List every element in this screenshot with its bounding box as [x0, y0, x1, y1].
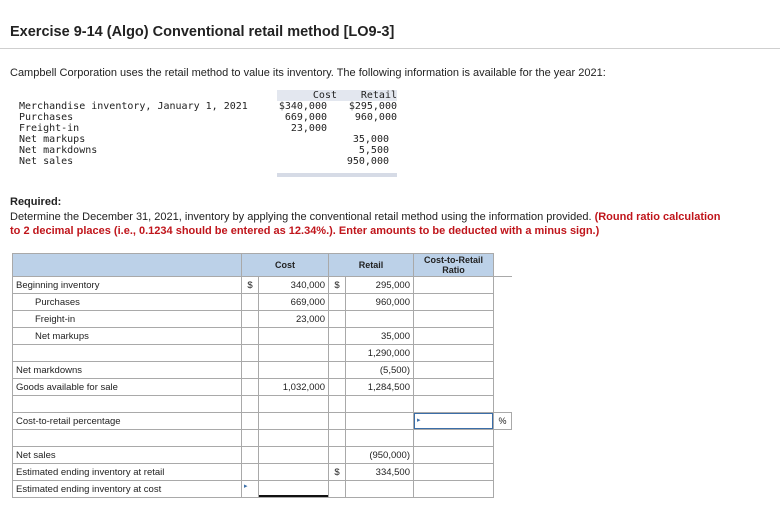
cost-symbol	[242, 379, 259, 396]
row-label: Purchases	[13, 294, 242, 311]
row-label: Cost-to-retail percentage	[13, 413, 242, 430]
ratio-cell	[414, 328, 494, 345]
pct-blank	[494, 396, 512, 413]
row-label: Net markups	[13, 328, 242, 345]
table-row	[13, 481, 512, 498]
table-row	[13, 430, 512, 447]
header-blank	[13, 254, 242, 277]
row-label: Estimated ending inventory at retail	[13, 464, 242, 481]
row-label	[13, 430, 242, 447]
table-row	[13, 345, 512, 362]
percent-sign: %	[494, 413, 512, 430]
retail-symbol	[329, 328, 346, 345]
given-label: Net markups	[19, 134, 86, 145]
retail-symbol	[329, 413, 346, 430]
input-caret-icon: ▸	[417, 417, 421, 424]
row-label: Goods available for sale	[13, 379, 242, 396]
cost-value	[259, 396, 329, 413]
row-label: Net markdowns	[13, 362, 242, 379]
given-label: Freight-in	[19, 123, 80, 134]
given-retail: 35,000	[352, 134, 389, 145]
cost-symbol	[242, 430, 259, 447]
retail-value: 1,290,000	[346, 345, 414, 362]
retail-value	[346, 396, 414, 413]
pct-blank	[494, 481, 512, 498]
table-row	[13, 464, 512, 481]
pct-blank	[494, 430, 512, 447]
cost-value	[259, 345, 329, 362]
cost-symbol	[242, 345, 259, 362]
ratio-cell	[414, 396, 494, 413]
ratio-cell	[414, 345, 494, 362]
row-label	[13, 345, 242, 362]
table-row	[13, 362, 512, 379]
given-label: Net markdowns	[19, 145, 98, 156]
cost-value: 340,000	[259, 277, 329, 294]
page-title: Exercise 9-14 (Algo) Conventional retail method [LO9-3]	[10, 24, 395, 40]
table-row	[13, 396, 512, 413]
retail-symbol: $	[329, 464, 346, 481]
retail-symbol	[329, 311, 346, 328]
cost-value: 23,000	[259, 311, 329, 328]
retail-value	[346, 311, 414, 328]
header-cost: Cost	[242, 254, 329, 277]
worksheet-table	[12, 253, 512, 498]
retail-value: (950,000)	[346, 447, 414, 464]
retail-symbol	[329, 379, 346, 396]
given-retail: 960,000	[354, 112, 397, 123]
pct-blank	[494, 379, 512, 396]
row-label	[13, 396, 242, 413]
cost-value	[259, 464, 329, 481]
cost-symbol	[242, 294, 259, 311]
header-pct-blank	[494, 254, 512, 277]
ratio-cell	[414, 447, 494, 464]
cost-symbol	[242, 396, 259, 413]
given-bottom-bar	[277, 173, 397, 177]
pct-blank	[494, 362, 512, 379]
pct-blank	[494, 345, 512, 362]
retail-value: 295,000	[346, 277, 414, 294]
table-row	[13, 447, 512, 464]
given-cost: 23,000	[290, 123, 327, 134]
cost-value	[259, 430, 329, 447]
given-label: Purchases	[19, 112, 74, 123]
retail-symbol: $	[329, 277, 346, 294]
cost-to-retail-ratio-input[interactable]	[414, 413, 493, 429]
row-label: Estimated ending inventory at cost	[13, 481, 242, 498]
cost-value	[259, 413, 329, 430]
table-row	[13, 328, 512, 345]
row-label: Net sales	[13, 447, 242, 464]
row-label: Beginning inventory	[13, 277, 242, 294]
table-row	[13, 413, 512, 430]
given-label: Merchandise inventory, January 1, 2021	[19, 101, 248, 112]
pct-blank	[494, 328, 512, 345]
row-label: Freight-in	[13, 311, 242, 328]
intro-text: Campbell Corporation uses the retail method to value its inventory. The following information is available for the year 2021:	[10, 67, 606, 79]
table-row	[13, 294, 512, 311]
cost-symbol	[242, 362, 259, 379]
cost-symbol: $	[242, 277, 259, 294]
given-col-retail: Retail	[360, 90, 397, 101]
ratio-cell	[414, 430, 494, 447]
table-row	[13, 379, 512, 396]
required-note: (Round ratio calculation to 2 decimal places (i.e., 0.1234 should be entered as 12.34%.). Enter amounts to be deducted with a minus sign.)	[10, 211, 721, 237]
cost-value: 1,032,000	[259, 379, 329, 396]
retail-symbol	[329, 447, 346, 464]
retail-symbol	[329, 345, 346, 362]
retail-value: 35,000	[346, 328, 414, 345]
title-divider	[0, 48, 780, 49]
retail-value	[346, 413, 414, 430]
table-row	[13, 311, 512, 328]
ratio-cell	[414, 362, 494, 379]
ratio-cell	[414, 311, 494, 328]
retail-value	[346, 430, 414, 447]
cost-symbol	[242, 413, 259, 430]
header-ratio: Cost-to-Retail Ratio	[414, 254, 494, 277]
given-retail: 950,000	[346, 156, 389, 167]
pct-blank	[494, 464, 512, 481]
given-data-block	[19, 90, 397, 176]
pct-blank	[494, 447, 512, 464]
retail-symbol	[329, 396, 346, 413]
cost-symbol	[242, 311, 259, 328]
ending-inventory-cost-input-cell[interactable]	[259, 481, 329, 498]
pct-blank	[494, 311, 512, 328]
given-retail: $295,000	[348, 101, 397, 112]
cost-symbol	[242, 464, 259, 481]
required-label: Required:	[10, 196, 62, 208]
cost-value: 669,000	[259, 294, 329, 311]
ratio-cell	[414, 379, 494, 396]
given-col-cost: Cost	[312, 90, 337, 101]
table-row	[13, 277, 512, 294]
given-cost: $340,000	[278, 101, 327, 112]
retail-value: 1,284,500	[346, 379, 414, 396]
retail-value: 960,000	[346, 294, 414, 311]
cost-symbol[interactable]	[242, 481, 259, 498]
retail-symbol	[329, 481, 346, 498]
ratio-cell	[414, 294, 494, 311]
required-text	[10, 210, 730, 238]
retail-symbol	[329, 362, 346, 379]
cost-symbol	[242, 328, 259, 345]
retail-value: 334,500	[346, 464, 414, 481]
given-retail: 5,500	[358, 145, 389, 156]
cost-value	[259, 328, 329, 345]
cost-value	[259, 362, 329, 379]
cost-value	[259, 447, 329, 464]
required-instruction: Determine the December 31, 2021, inventory by applying the conventional retail method using the information provided.	[10, 211, 592, 223]
given-cost: 669,000	[284, 112, 327, 123]
ending-inventory-cost-input[interactable]	[259, 481, 328, 497]
retail-symbol	[329, 430, 346, 447]
pct-blank	[494, 277, 512, 294]
ratio-cell	[414, 277, 494, 294]
retail-symbol	[329, 294, 346, 311]
retail-value: (5,500)	[346, 362, 414, 379]
input-caret-icon: ▸	[244, 483, 248, 490]
worksheet-header-row	[13, 254, 512, 277]
cost-symbol	[242, 447, 259, 464]
retail-value	[346, 481, 414, 498]
given-label: Net sales	[19, 156, 74, 167]
ratio-input-cell[interactable]	[414, 413, 494, 430]
header-retail: Retail	[329, 254, 414, 277]
pct-blank	[494, 294, 512, 311]
ratio-cell	[414, 464, 494, 481]
ratio-cell	[414, 481, 494, 498]
